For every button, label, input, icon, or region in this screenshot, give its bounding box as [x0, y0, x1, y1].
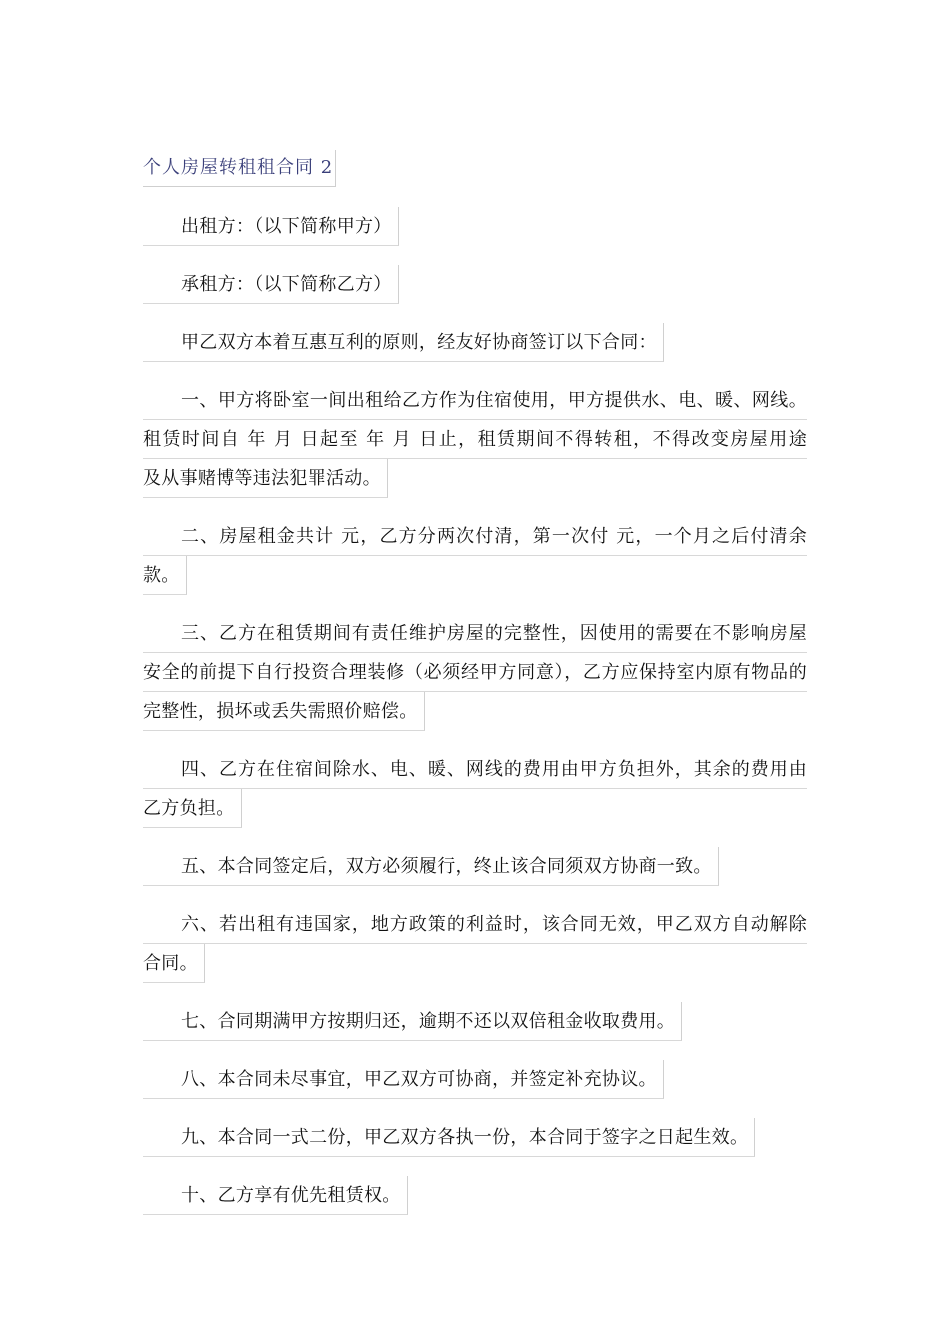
- clause-5: [143, 847, 807, 886]
- paragraph-line: 一、甲方将卧室一间出租给乙方作为住宿使用，甲方提供水、电、暖、网线。: [143, 381, 807, 420]
- paragraph-preamble: [143, 323, 807, 362]
- clause-9: [143, 1118, 807, 1157]
- paragraph-line: 及从事赌博等违法犯罪活动。: [143, 459, 388, 498]
- paragraph-line: 完整性，损坏或丢失需照价赔偿。: [143, 692, 425, 731]
- paragraph-line: 乙方负担。: [143, 789, 242, 828]
- paragraph-line: 四、乙方在住宿间除水、电、暖、网线的费用由甲方负担外，其余的费用由: [143, 750, 807, 789]
- clause-3: [143, 614, 807, 731]
- paragraph-line: 租赁时间自 年 月 日起至 年 月 日止，租赁期间不得转租，不得改变房屋用途: [143, 420, 807, 459]
- clause-1: [143, 381, 807, 498]
- document-title: 个人房屋转租租合同 2: [143, 150, 336, 187]
- clause-8: [143, 1060, 807, 1099]
- document-page: [143, 150, 807, 1234]
- clause-6: [143, 905, 807, 983]
- paragraph-line: 八、本合同未尽事宜，甲乙双方可协商，并签定补充协议。: [143, 1060, 664, 1099]
- clause-2: [143, 517, 807, 595]
- paragraph-line: 甲乙双方本着互惠互利的原则，经友好协商签订以下合同：: [143, 323, 664, 362]
- paragraph-line: 七、合同期满甲方按期归还，逾期不还以双倍租金收取费用。: [143, 1002, 682, 1041]
- paragraph-line: 二、房屋租金共计 元，乙方分两次付清，第一次付 元，一个月之后付清余: [143, 517, 807, 556]
- paragraph-line: 三、乙方在租赁期间有责任维护房屋的完整性，因使用的需要在不影响房屋: [143, 614, 807, 653]
- clause-10: [143, 1176, 807, 1215]
- paragraph-line: 出租方：（以下简称甲方）: [143, 207, 399, 246]
- clause-4: [143, 750, 807, 828]
- clause-7: [143, 1002, 807, 1041]
- paragraph-line: 安全的前提下自行投资合理装修（必须经甲方同意），乙方应保持室内原有物品的: [143, 653, 807, 692]
- paragraph-line: 十、乙方享有优先租赁权。: [143, 1176, 408, 1215]
- paragraph-line: 六、若出租有违国家，地方政策的利益时，该合同无效，甲乙双方自动解除: [143, 905, 807, 944]
- paragraph-line: 五、本合同签定后，双方必须履行，终止该合同须双方协商一致。: [143, 847, 719, 886]
- paragraph-lessor: [143, 207, 807, 246]
- paragraph-lessee: [143, 265, 807, 304]
- paragraph-line: 合同。: [143, 944, 205, 983]
- paragraph-line: 承租方：（以下简称乙方）: [143, 265, 399, 304]
- paragraph-line: 款。: [143, 556, 187, 595]
- paragraph-line: 九、本合同一式二份，甲乙双方各执一份，本合同于签字之日起生效。: [143, 1118, 755, 1157]
